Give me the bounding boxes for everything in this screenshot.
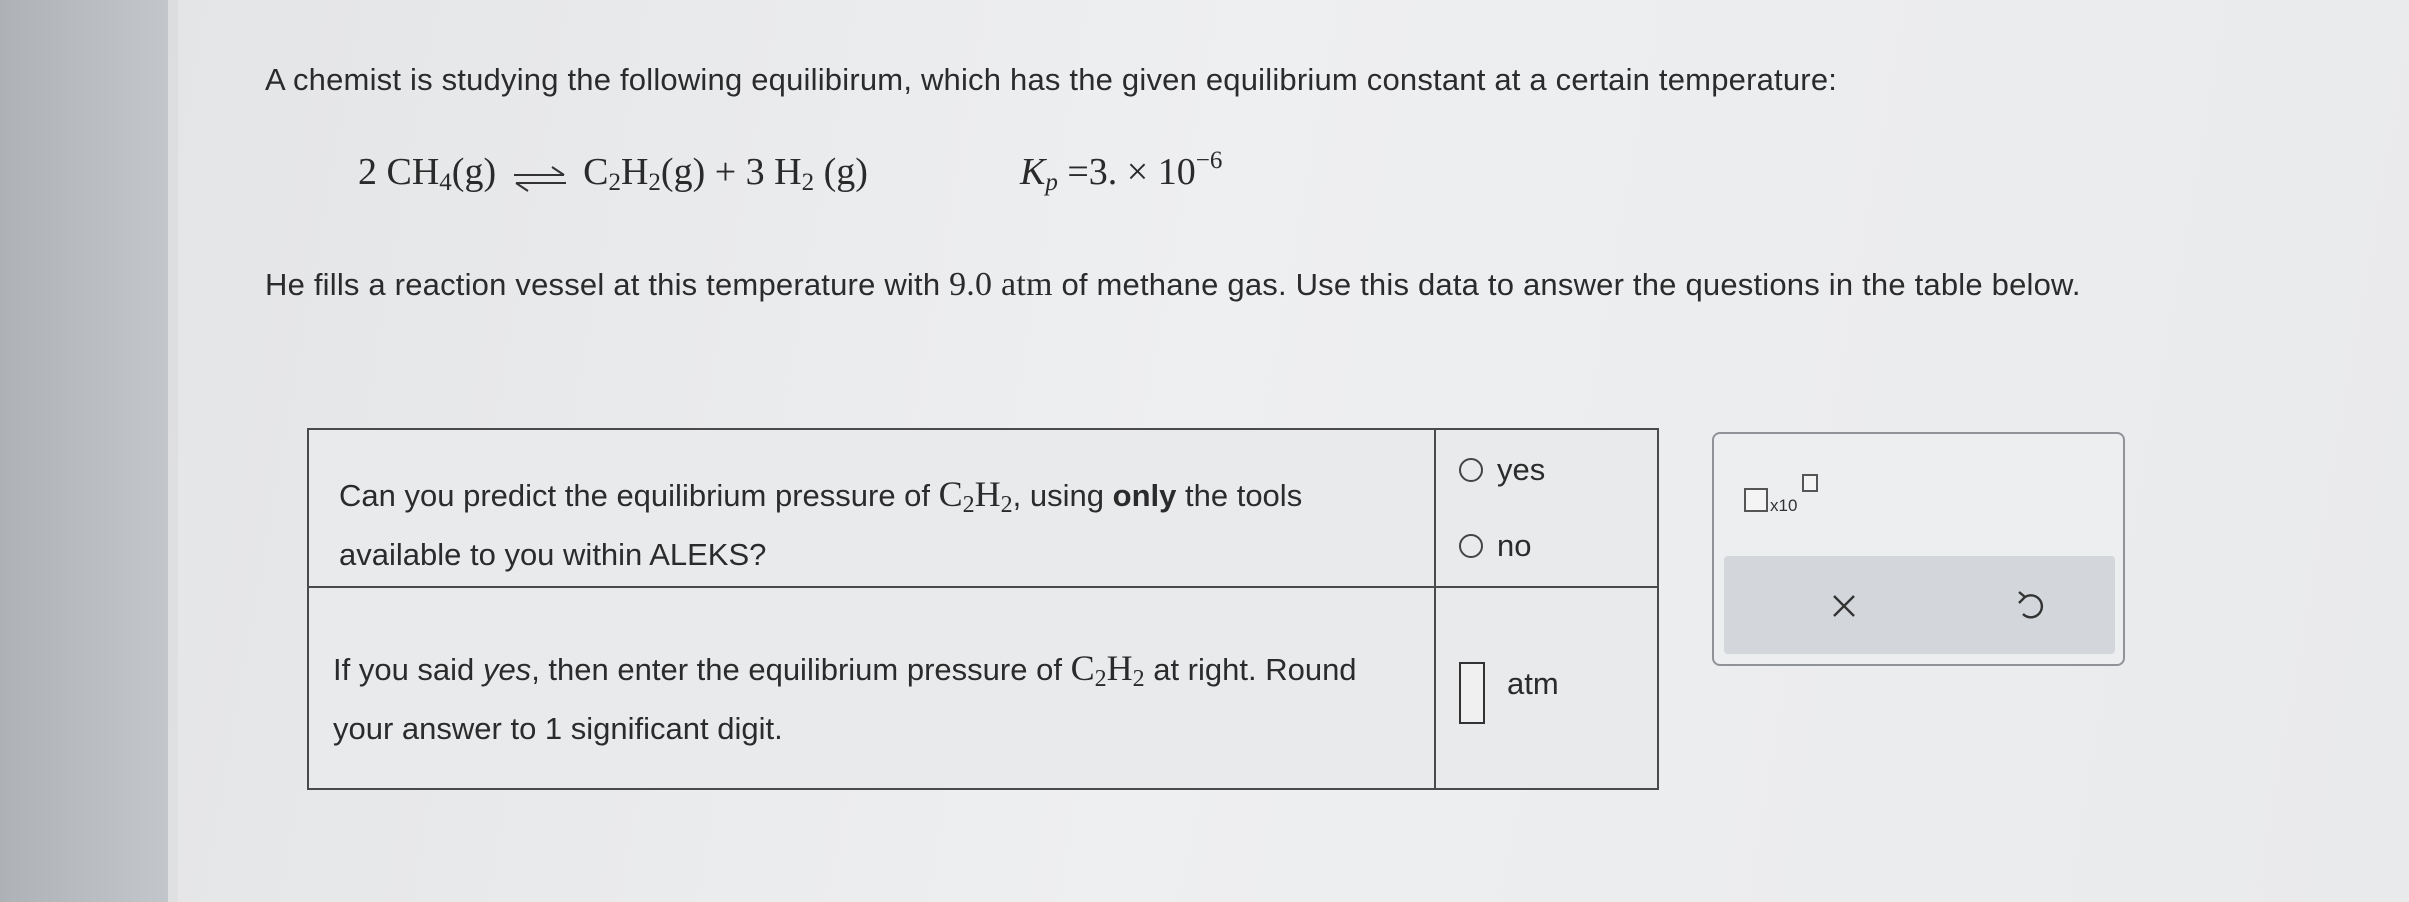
k-value: =3. × 10 xyxy=(1067,151,1196,193)
q2-text-a: If you said xyxy=(333,652,475,687)
product2-coefficient: 3 xyxy=(745,151,765,193)
product1-state: (g) xyxy=(660,151,706,193)
q1-formula xyxy=(938,474,1013,518)
given-amount: 9.0 xyxy=(949,266,993,303)
radio-yes-label: yes xyxy=(1497,452,1546,487)
scientific-notation-button[interactable] xyxy=(1744,474,1824,514)
toolbox-action-bar xyxy=(1724,556,2115,654)
q1-text-a: Can you predict the equilibrium pressure of xyxy=(339,478,931,513)
given-unit: atm xyxy=(1001,266,1053,303)
q2-subscript-h: 2 xyxy=(1132,666,1145,692)
k-subscript: p xyxy=(1045,169,1058,196)
radio-option-no[interactable] xyxy=(1459,528,1531,564)
radio-yes-button[interactable] xyxy=(1459,458,1483,482)
question-1-text xyxy=(339,466,1419,583)
q1-text-c: the tools available to you within ALEKS? xyxy=(339,478,1303,572)
q2-text-c: at right. Round your answer to 1 significant digit. xyxy=(333,652,1357,746)
q2-text-b: , then enter the equilibrium pressure of xyxy=(531,652,1062,687)
given-suffix: of methane gas. Use this data to answer the questions in the table below. xyxy=(1061,267,2081,302)
q1-formula-h: H xyxy=(974,474,1001,514)
table-column-divider xyxy=(1434,430,1436,788)
k-exponent: −6 xyxy=(1195,147,1223,174)
radio-no-button[interactable] xyxy=(1459,534,1483,558)
pressure-unit-label: atm xyxy=(1507,666,1559,701)
reactant-state: (g) xyxy=(451,151,497,193)
question-2-text xyxy=(333,640,1423,757)
given-prefix: He fills a reaction vessel at this temperature with xyxy=(265,267,941,302)
sci-base-box-icon xyxy=(1744,488,1768,512)
q2-formula-c: C xyxy=(1070,648,1095,688)
sci-x10-label: x10 xyxy=(1770,496,1798,515)
q2-italic-yes: yes xyxy=(482,652,532,687)
product1-formula-h: H xyxy=(620,151,649,193)
equilibrium-constant xyxy=(1020,147,1223,196)
product1-subscript-h: 2 xyxy=(648,169,661,196)
q2-formula xyxy=(1070,648,1145,692)
q1-subscript-h: 2 xyxy=(1000,492,1013,518)
q2-subscript-c: 2 xyxy=(1094,666,1107,692)
problem-intro: A chemist is studying the following equilibirum, which has the given equilibrium constant at a certain temperature: xyxy=(265,62,1838,97)
product2-formula: H xyxy=(774,151,802,193)
sci-exponent-box-icon xyxy=(1802,474,1818,492)
product2-state: (g) xyxy=(823,151,868,193)
clear-button[interactable] xyxy=(1820,582,1868,630)
reactant-subscript: 4 xyxy=(439,169,452,196)
undo-button[interactable] xyxy=(2008,582,2056,630)
product1-formula-c: C xyxy=(583,151,609,193)
reactant-coefficient: 2 xyxy=(358,151,377,193)
q1-text-b: , using xyxy=(1012,478,1105,513)
undo-icon xyxy=(2015,588,2049,624)
radio-no-label: no xyxy=(1497,528,1532,563)
q2-formula-h: H xyxy=(1106,648,1133,688)
plus-sign: + xyxy=(714,151,737,193)
reactant-formula: CH xyxy=(386,151,440,193)
equilibrium-arrow-icon xyxy=(512,160,568,190)
question-table xyxy=(307,428,1659,790)
background-left-edge xyxy=(0,0,168,902)
table-row-divider xyxy=(309,586,1657,588)
close-icon xyxy=(1829,591,1859,621)
pressure-answer-input[interactable] xyxy=(1459,662,1485,724)
answer-toolbox xyxy=(1712,432,2125,666)
q1-bold-only: only xyxy=(1112,478,1177,513)
product2-subscript: 2 xyxy=(801,169,815,196)
q1-formula-c: C xyxy=(938,474,963,514)
product1-subscript-c: 2 xyxy=(608,169,621,196)
chemical-equation xyxy=(358,147,1223,196)
given-data xyxy=(265,266,2081,304)
k-symbol: K xyxy=(1020,151,1046,193)
q1-subscript-c: 2 xyxy=(962,492,975,518)
radio-option-yes[interactable] xyxy=(1459,452,1545,488)
